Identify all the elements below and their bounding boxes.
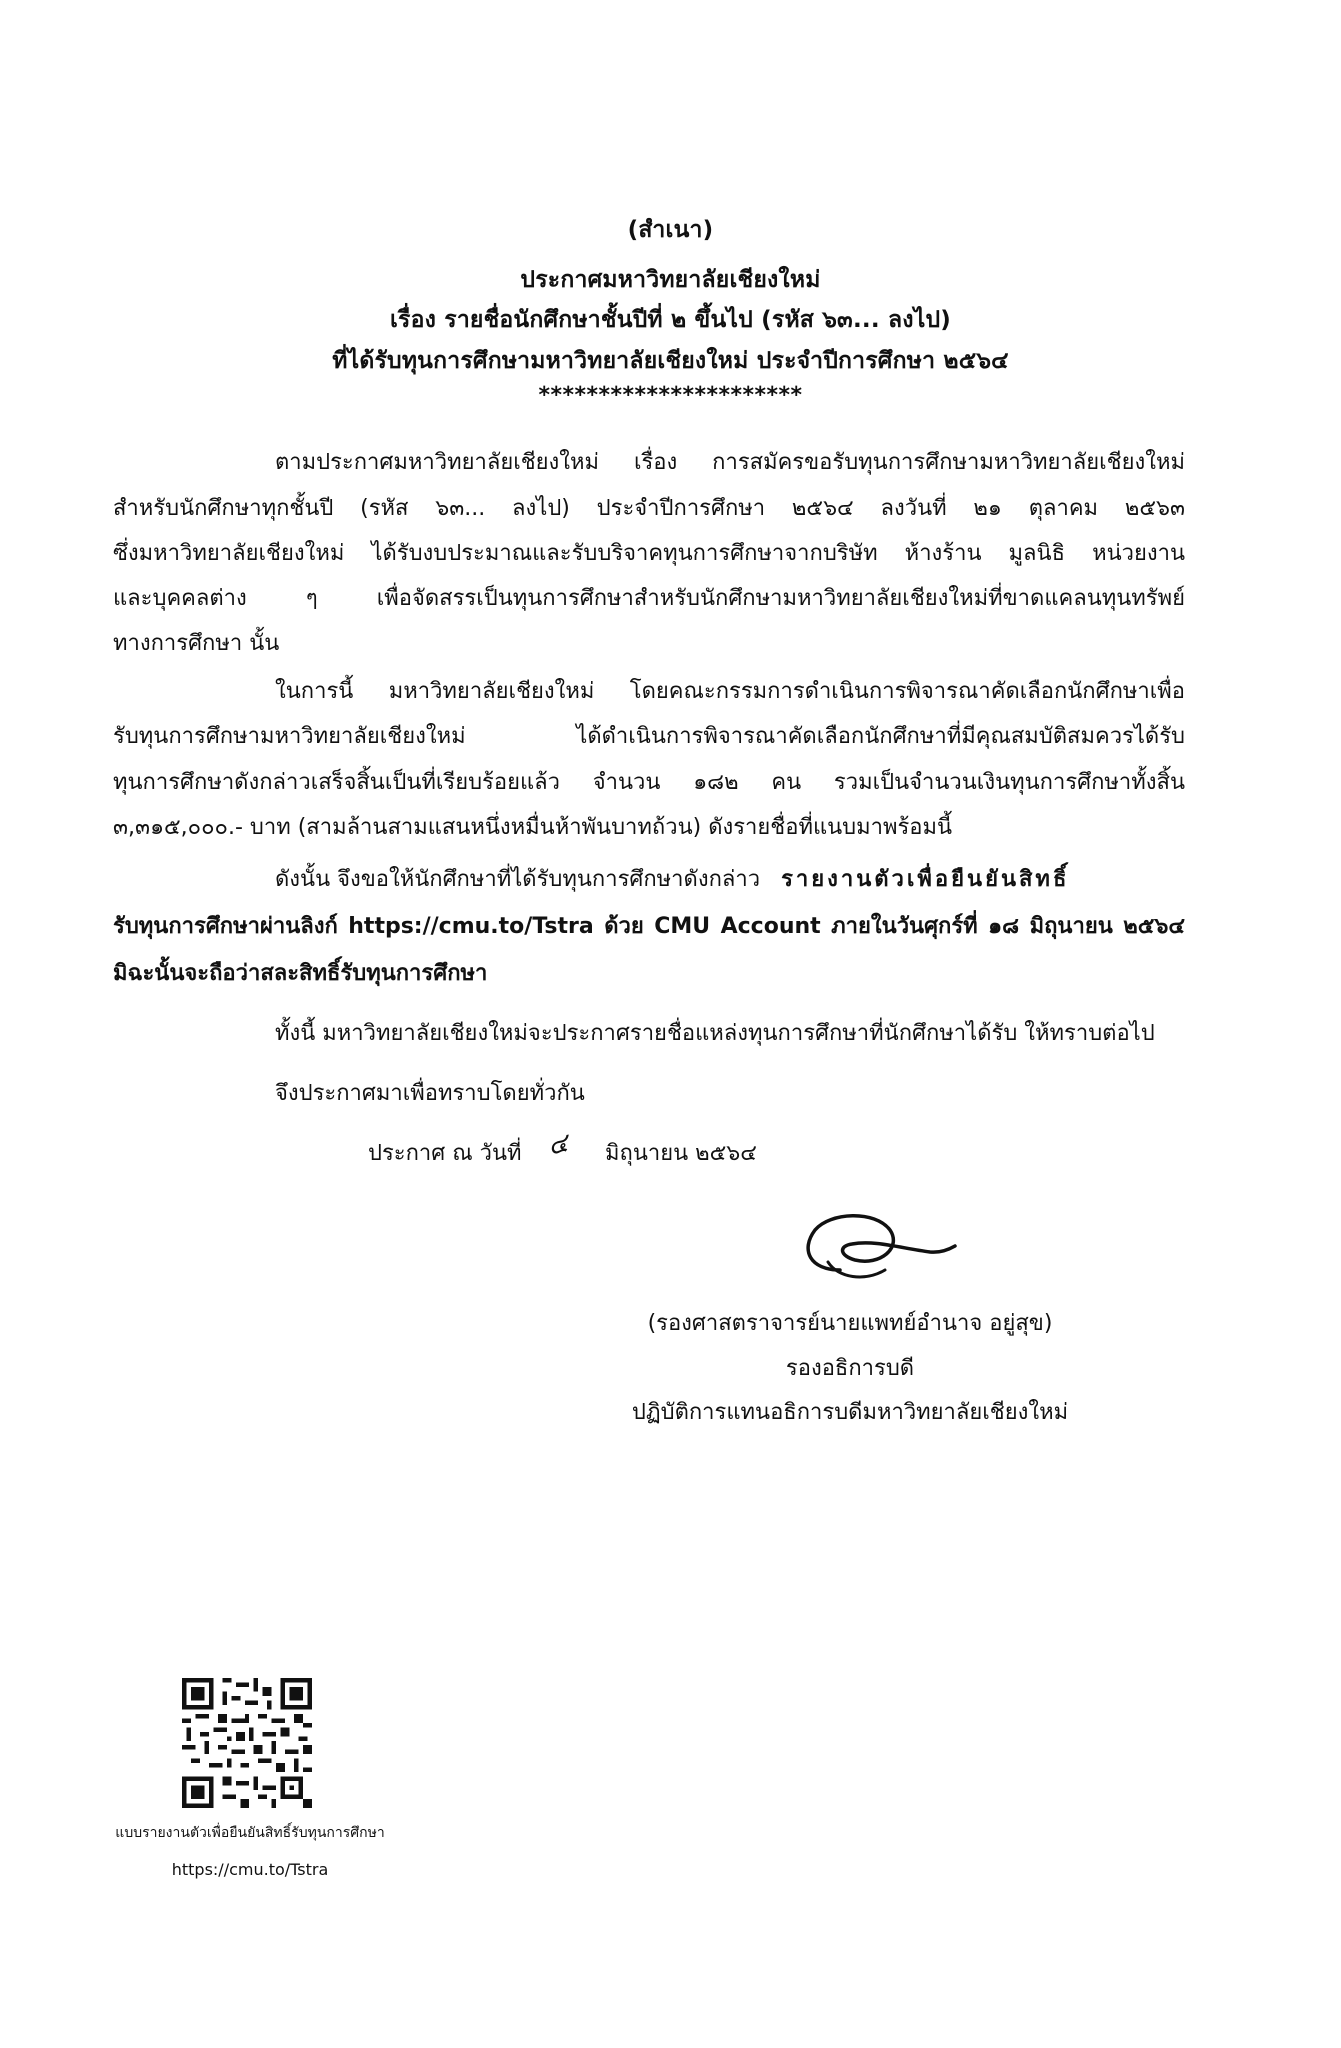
para2-line: ในการนี้ มหาวิทยาลัยเชียงใหม่ โดยคณะกรรมการดำเนินการพิจารณาคัดเลือกนักศึกษาเพื่อ bbox=[275, 679, 1185, 704]
copy-label: (สำเนา) bbox=[627, 217, 714, 243]
date-month-year: มิถุนายน ๒๕๖๔ bbox=[605, 1141, 757, 1166]
signatory-acting: ปฏิบัติการแทนอธิการบดีมหาวิทยาลัยเชียงใหม่ bbox=[631, 1400, 1069, 1425]
qr-url[interactable]: https://cmu.to/Tstra bbox=[171, 1860, 329, 1879]
para4-line: ทั้งนี้ มหาวิทยาลัยเชียงใหม่จะประกาศรายชื่อแหล่งทุนการศึกษาที่นักศึกษาได้รับ ให้ทราบต่อไป bbox=[275, 1021, 1155, 1046]
para2-line: ๓,๓๑๕,๐๐๐.- บาท (สามล้านสามแสนหนึ่งหมื่นห้าพันบาทถ้วน) ดังรายชื่อที่แนบมาพร้อมนี้ bbox=[113, 815, 953, 840]
para3-line3: มิฉะนั้นจะถือว่าสละสิทธิ์รับทุนการศึกษา bbox=[113, 961, 488, 986]
date-prefix: ประกาศ ณ วันที่ bbox=[368, 1141, 522, 1166]
para3-line1-emphasis: รายงานตัวเพื่อยืนยันสิทธิ์ bbox=[781, 867, 1070, 892]
qr-caption: แบบรายงานตัวเพื่อยืนยันสิทธิ์รับทุนการศึกษา bbox=[115, 1825, 385, 1841]
signature-image bbox=[780, 1200, 960, 1300]
date-day-handwritten: ๔ bbox=[545, 1128, 571, 1162]
qr-code-icon[interactable] bbox=[182, 1678, 312, 1808]
para2-line: รับทุนการศึกษามหาวิทยาลัยเชียงใหม่ ได้ดำเนินการพิจารณาคัดเลือกนักศึกษาที่มีคุณสมบัติสมควรได้รับ bbox=[113, 724, 1185, 749]
closing-line: จึงประกาศมาเพื่อทราบโดยทั่วกัน bbox=[275, 1081, 585, 1106]
subject-line-2: ที่ได้รับทุนการศึกษามหาวิทยาลัยเชียงใหม่ ประจำปีการศึกษา ๒๕๖๔ bbox=[332, 348, 1009, 374]
para1-line: ซึ่งมหาวิทยาลัยเชียงใหม่ ได้รับงบประมาณและรับบริจาคทุนการศึกษาจากบริษัท ห้างร้าน มูลนิธิ หน่วยงาน bbox=[113, 541, 1185, 566]
subject-line: เรื่อง รายชื่อนักศึกษาชั้นปีที่ ๒ ขึ้นไป (รหัส ๖๓... ลงไป) bbox=[390, 307, 951, 333]
announcement-title: ประกาศมหาวิทยาลัยเชียงใหม่ bbox=[520, 267, 821, 293]
signatory-title: รองอธิการบดี bbox=[785, 1356, 915, 1381]
para1-line: ทางการศึกษา นั้น bbox=[113, 631, 280, 656]
para3-line1-text: ดังนั้น จึงขอให้นักศึกษาที่ได้รับทุนการศึกษาดังกล่าว bbox=[275, 867, 761, 892]
para1-line: และบุคคลต่าง ๆ เพื่อจัดสรรเป็นทุนการศึกษาสำหรับนักศึกษามหาวิทยาลัยเชียงใหม่ที่ขาดแคลนทุนทรัพย์ bbox=[113, 586, 1185, 611]
para3-line1 bbox=[275, 861, 1069, 896]
separator: ********************** bbox=[538, 383, 803, 408]
para2-line: ทุนการศึกษาดังกล่าวเสร็จสิ้นเป็นที่เรียบร้อยแล้ว จำนวน ๑๘๒ คน รวมเป็นจำนวนเงินทุนการศึกษาทั้งสิ้น bbox=[113, 770, 1185, 795]
para1-line: ตามประกาศมหาวิทยาลัยเชียงใหม่ เรื่อง การสมัครขอรับทุนการศึกษามหาวิทยาลัยเชียงใหม่ bbox=[275, 450, 1185, 475]
signatory-name: (รองศาสตราจารย์นายแพทย์อำนาจ อยู่สุข) bbox=[647, 1311, 1053, 1336]
para3-line2: รับทุนการศึกษาผ่านลิงก์ https://cmu.to/Tstra ด้วย CMU Account ภายในวันศุกร์ที่ ๑๘ มิถุนายน ๒๕๖๔ bbox=[113, 914, 1185, 939]
para1-line: สำหรับนักศึกษาทุกชั้นปี (รหัส ๖๓... ลงไป) ประจำปีการศึกษา ๒๕๖๔ ลงวันที่ ๒๑ ตุลาคม ๒๕๖๓ bbox=[113, 496, 1185, 521]
